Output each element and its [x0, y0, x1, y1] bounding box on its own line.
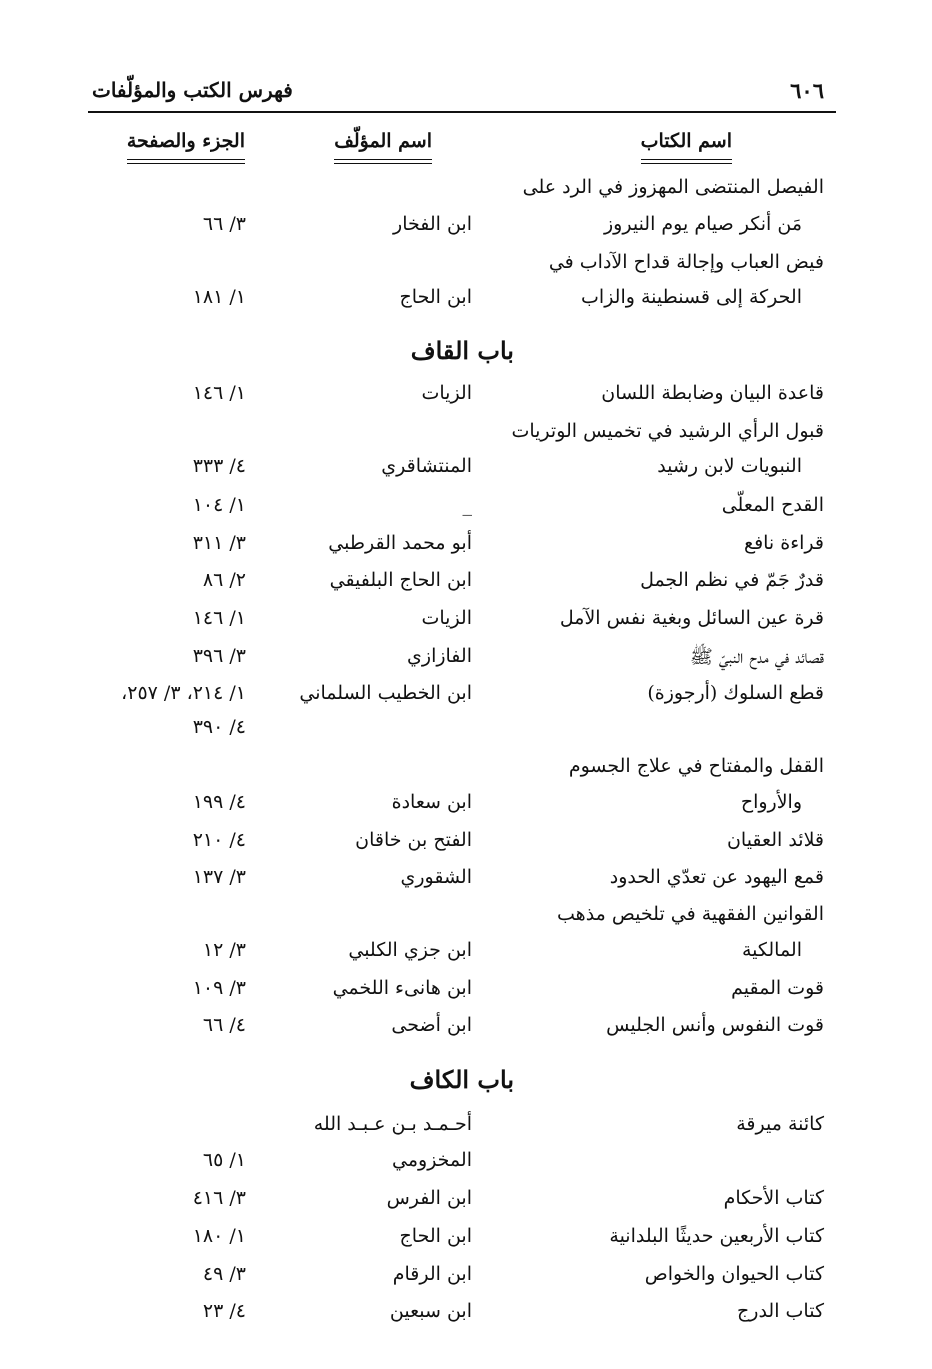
- book-title: مَن أنكر صيام يوم النيروز: [604, 213, 802, 235]
- author: ابن هانىء اللخمي: [332, 977, 472, 999]
- author: _: [462, 494, 472, 516]
- part-page: ٣/ ٤١٦: [192, 1187, 246, 1209]
- section-heading-qaf: باب القاف: [410, 336, 514, 365]
- book-title: والأرواح: [740, 791, 802, 813]
- author: ابن الحاج البلفيقي: [329, 569, 472, 591]
- column-underline: [334, 163, 432, 164]
- author: ابن الحاج: [399, 1225, 472, 1247]
- book-title: كتاب الدرج: [737, 1300, 824, 1322]
- part-page: ١/ ١٨١: [192, 286, 246, 308]
- running-title: فهرس الكتب والمؤلّفات: [92, 78, 293, 102]
- column-underline: [641, 163, 732, 164]
- index-row: [0, 251, 932, 281]
- part-page: ١/ ٢١٤، ٣/ ٢٥٧،: [121, 682, 246, 704]
- part-page: ٤/ ٢٣: [202, 1300, 246, 1322]
- part-page: ٤/ ١٩٩: [192, 791, 246, 813]
- part-page: ٣/ ٤٩: [202, 1263, 246, 1285]
- book-title: قراءة نافع: [743, 532, 824, 554]
- book-title: قرة عين السائل وبغية نفس الآمل: [559, 607, 824, 629]
- part-page: ٢/ ٨٦: [202, 569, 246, 591]
- index-row: [0, 532, 932, 562]
- author: الشقوري: [400, 866, 472, 888]
- author: أحـمـد بـن عـبـد الله: [313, 1113, 472, 1135]
- author: ابن أضحى: [391, 1014, 472, 1036]
- part-page: ٣/ ٦٦: [202, 213, 246, 235]
- part-page: ٤/ ٣٩٠: [192, 716, 246, 738]
- author: الفتح بن خاقان: [355, 829, 472, 851]
- author: ابن سبعين: [389, 1300, 472, 1322]
- book-title: القفل والمفتاح في علاج الجسوم: [568, 755, 824, 777]
- book-title: قمع اليهود عن تعدّي الحدود: [609, 866, 824, 888]
- book-title: قلائد العقيان: [726, 829, 824, 851]
- book-title: قوت النفوس وأنس الجليس: [606, 1014, 824, 1036]
- book-title: قدرٌ جَمّ في نظم الجمل: [640, 569, 824, 591]
- index-row: [0, 829, 932, 859]
- author: ابن الفخار: [393, 213, 472, 235]
- author: أبو محمد القرطبي: [328, 532, 472, 554]
- index-row: [0, 939, 932, 969]
- author: ابن سعادة: [391, 791, 472, 813]
- column-underline: [334, 159, 432, 160]
- book-title: الفيصل المنتضى المهزوز في الرد على: [522, 176, 824, 198]
- part-page: ١/ ١٤٦: [192, 382, 246, 404]
- column-underline: [127, 163, 245, 164]
- part-page: ٣/ ١٣٧: [192, 866, 246, 888]
- index-row: [0, 903, 932, 933]
- author: الزيات: [421, 382, 472, 404]
- book-title: فيض العباب وإجالة قداح الآداب في: [548, 251, 824, 273]
- book-title: قوت المقيم: [731, 977, 824, 999]
- book-title: كائنة ميرقة: [736, 1113, 824, 1135]
- index-row: [0, 420, 932, 450]
- book-title: النبويات لابن رشيد: [657, 455, 802, 477]
- part-page: ١/ ٦٥: [202, 1149, 246, 1171]
- column-header-author: اسم المؤلّف: [334, 130, 432, 152]
- book-title: كتاب الحيوان والخواص: [644, 1263, 824, 1285]
- index-row: [0, 791, 932, 821]
- part-page: ١/ ١٠٤: [192, 494, 246, 516]
- part-page: ٤/ ٣٣٣: [192, 455, 246, 477]
- part-page: ١/ ١٤٦: [192, 607, 246, 629]
- author: ابن الرقام: [392, 1263, 472, 1285]
- index-row: [0, 494, 932, 524]
- index-row: [0, 755, 932, 785]
- index-row: [0, 1014, 932, 1044]
- author: ابن الحاج: [399, 286, 472, 308]
- index-row: [0, 213, 932, 243]
- index-row: [0, 455, 932, 485]
- index-row: [0, 286, 932, 316]
- author: الزيات: [421, 607, 472, 629]
- author: الفازازي: [407, 645, 472, 667]
- page-number: ٦٠٦: [790, 78, 824, 103]
- index-row: [0, 1149, 932, 1179]
- author: ابن الخطيب السلماني: [299, 682, 472, 704]
- book-title: قبول الرأي الرشيد في تخميس الوتريات: [511, 420, 824, 442]
- book-title: كتاب الأربعين حديثًا البلدانية: [609, 1225, 824, 1247]
- part-page: ٤/ ٦٦: [202, 1014, 246, 1036]
- index-row: [0, 866, 932, 896]
- book-title: المالكية: [741, 939, 802, 961]
- book-title: كتاب الأحكام: [723, 1187, 824, 1209]
- column-header-part-page: الجزء والصفحة: [127, 130, 245, 152]
- column-underline: [641, 159, 732, 160]
- index-row: [0, 1187, 932, 1217]
- index-row: [0, 977, 932, 1007]
- part-page: ٤/ ٢١٠: [192, 829, 246, 851]
- section-heading-kaf: باب الكاف: [409, 1065, 514, 1094]
- index-row: [0, 1225, 932, 1255]
- index-row: [0, 382, 932, 412]
- index-row: [0, 716, 932, 746]
- book-title: القدح المعلّى: [721, 494, 824, 516]
- part-page: ٣/ ١٠٩: [192, 977, 246, 999]
- part-page: ٣/ ٣٩٦: [192, 645, 246, 667]
- index-row: [0, 1263, 932, 1293]
- index-row: [0, 607, 932, 637]
- book-title: قصائد في مدح النبيّ ﷺ: [689, 646, 824, 668]
- column-header-book: اسم الكتاب: [641, 130, 732, 152]
- author: المنتشاقري: [381, 455, 472, 477]
- book-title: القوانين الفقهية في تلخيص مذهب: [557, 903, 824, 925]
- index-row: [0, 682, 932, 712]
- part-page: ٣/ ٣١١: [192, 532, 246, 554]
- book-title: الحركة إلى قسنطينة والزاب: [581, 286, 802, 308]
- index-row: [0, 176, 932, 206]
- index-row: [0, 1113, 932, 1143]
- author: المخزومي: [392, 1149, 472, 1171]
- book-title: قطع السلوك (أرجوزة): [647, 682, 824, 704]
- part-page: ١/ ١٨٠: [192, 1225, 246, 1247]
- book-title: قاعدة البيان وضابطة اللسان: [601, 382, 824, 404]
- author: ابن جزي الكلبي: [348, 939, 472, 961]
- column-underline: [127, 159, 245, 160]
- index-row: [0, 645, 932, 675]
- part-page: ٣/ ١٢: [202, 939, 246, 961]
- index-row: [0, 1300, 932, 1330]
- index-row: [0, 569, 932, 599]
- author: ابن الفرس: [386, 1187, 472, 1209]
- header-rule: [88, 111, 836, 113]
